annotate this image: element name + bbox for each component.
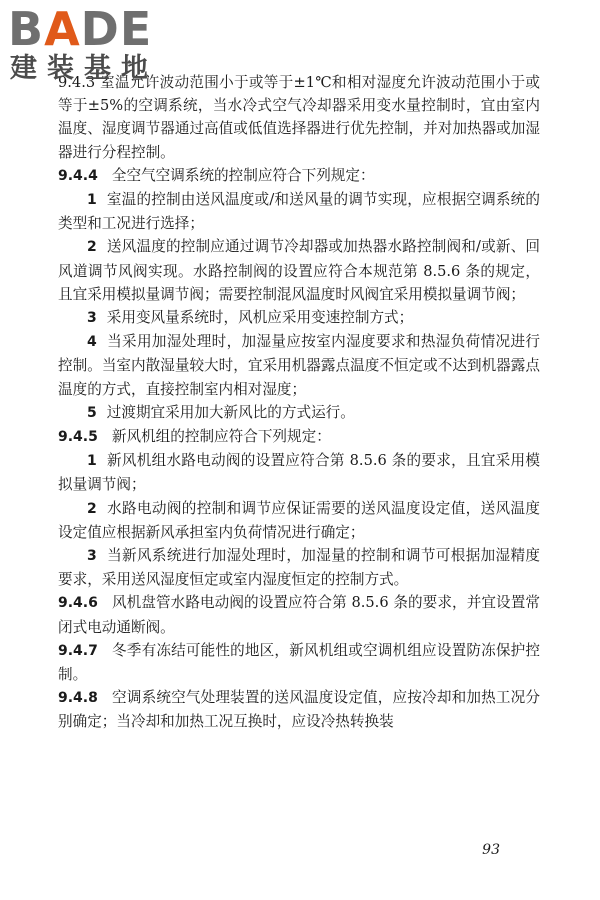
list-item: [58, 497, 540, 544]
list-item: [58, 188, 540, 235]
item-number: 3: [87, 548, 97, 565]
clause-9-4-7: [58, 639, 540, 686]
clause-number: 9.4.7: [58, 642, 98, 659]
logo-latin: BADE: [8, 2, 153, 56]
clause-9-4-4: [58, 164, 540, 188]
list-item: [58, 544, 540, 591]
clause-text: 全空气空调系统的控制应符合下列规定：: [111, 166, 375, 184]
logo-chinese: 建装基地: [10, 53, 158, 84]
item-text: 过渡期宜采用加大新风比的方式运行。: [106, 403, 355, 421]
item-number: 3: [87, 310, 97, 327]
item-text: 水路电动阀的控制和调节应保证需要的送风温度设定值，送风温度设定值应根据新风承担室内负荷情况进行确定；: [58, 499, 540, 541]
clause-9-4-5: [58, 425, 540, 449]
item-number: 4: [87, 334, 97, 351]
clause-text: 风机盘管水路电动阀的设置应符合第 8.5.6 条的要求，并宜设置常闭式电动通断阀。: [58, 594, 540, 636]
clause-number: 9.4.8: [58, 690, 98, 707]
clause-text: 空调系统空气处理装置的送风温度设定值，应按冷却和加热工况分别确定；当冷却和加热工况互换时，应设冷热转换装: [58, 689, 540, 731]
item-number: 2: [87, 500, 97, 517]
item-text: 室温的控制由送风温度或/和送风量的调节实现，应根据空调系统的类型和工况进行选择；: [58, 191, 540, 233]
list-item: [58, 235, 540, 306]
paragraph-9-4-3-continuation: 9.4.3 室温允许波动范围小于或等于±1℃和相对湿度允许波动范围小于或等于±5%的空调系统，当水冷式空气冷却器采用变水量控制时，宜由室内温度、湿度调节器通过高值或低值选择器进行优先控制，并对加热器或加湿器进行分程控制。: [58, 74, 540, 161]
item-number: 2: [87, 239, 97, 256]
clause-number: 9.4.4: [58, 167, 98, 184]
item-number: 1: [87, 453, 97, 470]
clause-number: 9.4.5: [58, 429, 98, 446]
document-body: [58, 71, 540, 734]
clause-9-4-8: [58, 686, 540, 733]
item-text: 新风机组水路电动阀的设置应符合第 8.5.6 条的要求，且宜采用模拟量调节阀；: [58, 452, 540, 494]
list-item: [58, 330, 540, 401]
clause-9-4-6: [58, 591, 540, 638]
page-number: 93: [482, 842, 500, 858]
item-text: 当新风系统进行加湿处理时，加湿量的控制和调节可根据加湿精度要求，采用送风湿度恒定或室内湿度恒定的控制方式。: [58, 547, 540, 589]
list-item: [58, 401, 540, 425]
item-number: 5: [87, 404, 97, 421]
list-item: [58, 306, 540, 330]
item-text: 采用变风量系统时，风机应采用变速控制方式；: [106, 309, 414, 327]
item-text: 当采用加湿处理时，加湿量应按室内湿度要求和热湿负荷情况进行控制。当室内散湿量较大时，宜采用机器露点温度不恒定或不达到机器露点温度的方式，直接控制室内相对湿度；: [58, 333, 540, 398]
item-number: 1: [87, 192, 97, 209]
item-text: 送风温度的控制应通过调节冷却器或加热器水路控制阀和/或新、回风道调节风阀实现。水路控制阀的设置应符合本规范第 8.5.6 条的规定，且宜采用模拟量调节阀；需要控制混风温度时风阀宜采用模拟量调节阀；: [58, 238, 540, 303]
clause-number: 9.4.6: [58, 595, 98, 612]
list-item: [58, 449, 540, 496]
clause-text: 新风机组的控制应符合下列规定：: [111, 428, 331, 446]
watermark-logo: [8, 4, 186, 90]
clause-text: 冬季有冻结可能性的地区，新风机组或空调机组应设置防冻保护控制。: [58, 641, 540, 684]
